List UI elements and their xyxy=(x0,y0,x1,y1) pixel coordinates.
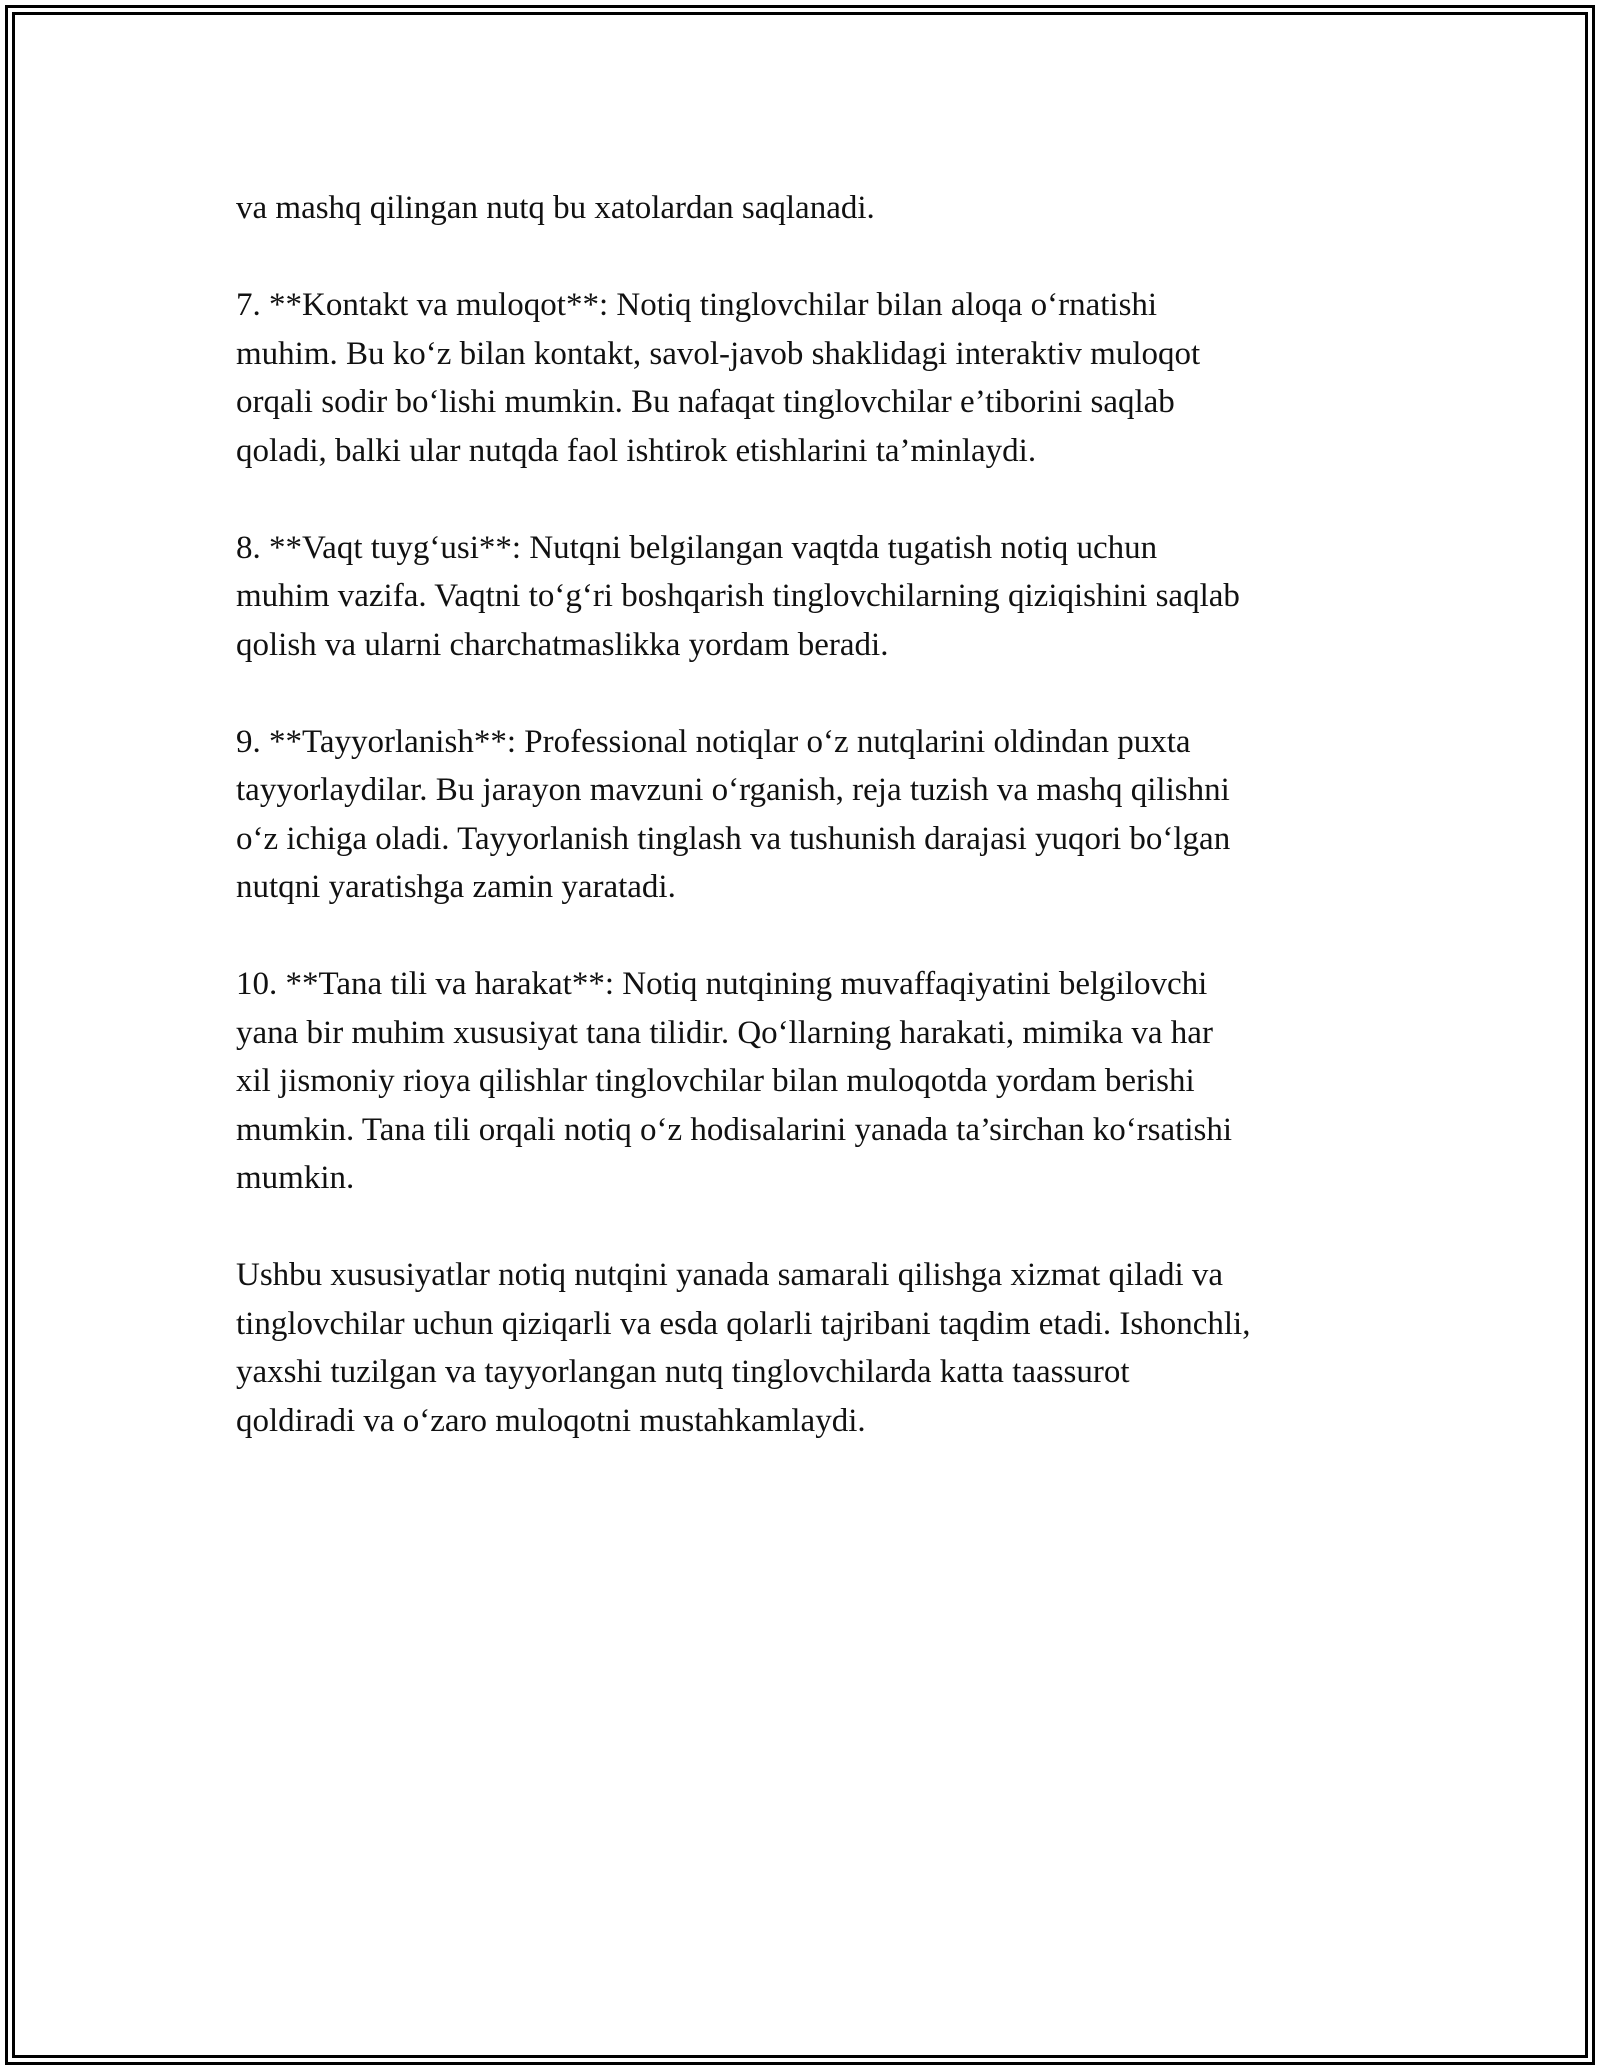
document-body xyxy=(236,184,1386,1494)
paragraph-item-7-contact: 7. **Kontakt va muloqot**: Notiq tinglovchilar bilan aloqa o‘rnatishi muhim. Bu ko‘z bilan kontakt, savol-javob shaklidagi interaktiv muloqot orqali sodir bo‘lishi mumkin. Bu nafaqat tinglovchilar e’tiborini saqlab qoladi, balki ular nutqda faol ishtirok etishlarini ta’minlaydi. xyxy=(236,287,1201,469)
paragraph-continuation: va mashq qilingan nutq bu xatolardan saqlanadi. xyxy=(236,190,875,226)
paragraph-item-10-body-language: 10. **Tana tili va harakat**: Notiq nutqining muvaffaqiyatini belgilovchi yana bir muhim xususiyat tana tilidir. Qo‘llarning harakati, mimika va har xil jismoniy rioya qilishlar tinglovchilar bilan muloqotda yordam berishi mumkin. Tana tili orqali notiq o‘z hodisalarini yanada ta’sirchan ko‘rsatishi mumkin. xyxy=(236,966,1233,1196)
paragraph-item-8-time: 8. **Vaqt tuyg‘usi**: Nutqni belgilangan vaqtda tugatish notiq uchun muhim vazifa. Vaqtni to‘g‘ri boshqarish tinglovchilarning qiziqishini saqlab qolish va ularni charchatmaslikka yordam beradi. xyxy=(236,529,1240,663)
paragraph-conclusion: Ushbu xususiyatlar notiq nutqini yanada samarali qilishga xizmat qiladi va tinglovchilar uchun qiziqarli va esda qolarli tajribani taqdim etadi. Ishonchli, yaxshi tuzilgan va tayyorlangan nutq tinglovchilarda katta taassurot qoldiradi va o‘zaro muloqotni mustahkamlaydi. xyxy=(236,1257,1251,1439)
paragraph-item-9-preparation: 9. **Tayyorlanish**: Professional notiqlar o‘z nutqlarini oldindan puxta tayyorlaydilar. Bu jarayon mavzuni o‘rganish, reja tuzish va mashq qilishni o‘z ichiga oladi. Tayyorlanish tinglash va tushunish darajasi yuqori bo‘lgan nutqni yaratishga zamin yaratadi. xyxy=(236,723,1231,905)
